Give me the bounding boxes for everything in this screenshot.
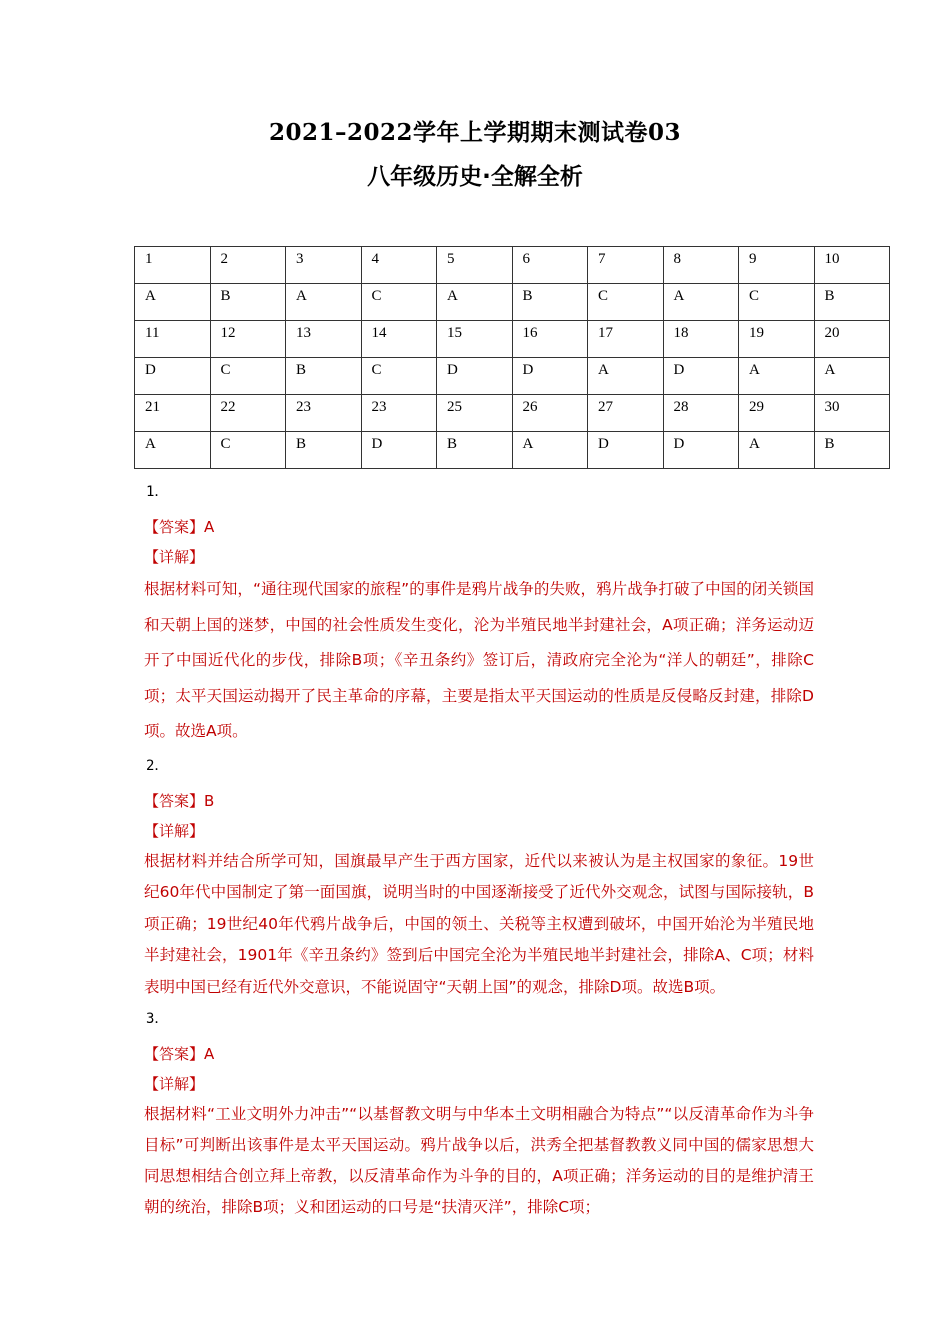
answer-cell: B [437, 432, 513, 469]
answer-cell: A [663, 284, 739, 321]
question-number-row [135, 247, 890, 284]
question-number-cell: 26 [512, 395, 588, 432]
document-subtitle: 八年级历史·全解全析 [367, 164, 583, 190]
question-number-cell: 27 [588, 395, 664, 432]
question-number-row [135, 395, 890, 432]
detail-label: 【详解】 [144, 1075, 205, 1093]
explanations [144, 482, 814, 1229]
answer-cell: D [663, 432, 739, 469]
question-number: 3． [146, 1011, 169, 1027]
answer-row [135, 432, 890, 469]
question-number-cell: 23 [286, 395, 362, 432]
question-number-cell: 13 [286, 321, 362, 358]
answer-cell: B [814, 284, 890, 321]
answer-cell: A [739, 358, 815, 395]
question-number-cell: 5 [437, 247, 513, 284]
question-number-cell: 29 [739, 395, 815, 432]
question-number-cell: 18 [663, 321, 739, 358]
answer-cell: C [210, 358, 286, 395]
question-number-cell: 1 [135, 247, 211, 284]
question-number-cell: 6 [512, 247, 588, 284]
question-number-cell: 17 [588, 321, 664, 358]
answer-cell: B [286, 358, 362, 395]
question-number-cell: 23 [361, 395, 437, 432]
answer-row [135, 358, 890, 395]
question-number-cell: 11 [135, 321, 211, 358]
question-number: 1． [146, 484, 169, 500]
question-number: 2． [146, 757, 169, 774]
question-number-cell: 25 [437, 395, 513, 432]
answer-cell: C [588, 284, 664, 321]
question-number-cell: 22 [210, 395, 286, 432]
answer-cell: B [814, 432, 890, 469]
answer-cell: A [739, 432, 815, 469]
question-1 [144, 482, 814, 750]
question-number-cell: 30 [814, 395, 890, 432]
answer-cell: A [135, 284, 211, 321]
question-number-cell: 4 [361, 247, 437, 284]
question-number-cell: 3 [286, 247, 362, 284]
answer-cell: A [437, 284, 513, 321]
answer-cell: B [210, 284, 286, 321]
answer-cell: D [135, 358, 211, 395]
detail-text: 根据材料“工业文明外力冲击”“以基督教文明与中华本土文明相融合为特点”“以反清革命作为斗争目标”可判断出该事件是太平天国运动。鸦片战争以后，洪秀全把基督教教义同中国的儒家思想大同思想相结合创立拜上帝教，以反清革命作为斗争的目的，A项正确；洋务运动的目的是维护清王朝的统治，排除B项；义和团运动的口号是“扶清灭洋”，排除C项； [144, 1105, 814, 1216]
question-number-cell: 16 [512, 321, 588, 358]
answer-label: 【答案】B [144, 791, 215, 810]
question-number-row [135, 321, 890, 358]
answer-label: 【答案】A [144, 518, 215, 536]
answer-cell: C [361, 284, 437, 321]
detail-text: 根据材料并结合所学可知，国旗最早产生于西方国家，近代以来被认为是主权国家的象征。19世纪60年代中国制定了第一面国旗，说明当时的中国逐渐接受了近代外交观念，试图与国际接轨，B项正确；19世纪40年代鸦片战争后，中国的领土、关税等主权遭到破坏，中国开始沦为半殖民地半封建社会，1901年《辛丑条约》签到后中国完全沦为半殖民地半封建社会，排除A、C项；材料表明中国已经有近代外交意识，不能说固守“天朝上国”的观念，排除D项。故选B项。 [144, 851, 814, 996]
question-number-cell: 15 [437, 321, 513, 358]
answer-cell: D [663, 358, 739, 395]
answer-cell: D [512, 358, 588, 395]
answer-label: 【答案】A [144, 1045, 215, 1063]
answer-cell: C [210, 432, 286, 469]
detail-label: 【详解】 [144, 821, 205, 840]
question-number-cell: 8 [663, 247, 739, 284]
question-3 [144, 1009, 814, 1223]
answer-cell: A [588, 358, 664, 395]
document-title: 2021–2022学年上学期期末测试卷03 [268, 119, 682, 146]
answer-cell: C [361, 358, 437, 395]
question-number-cell: 10 [814, 247, 890, 284]
answer-cell: C [739, 284, 815, 321]
question-number-cell: 20 [814, 321, 890, 358]
answer-cell: A [135, 432, 211, 469]
question-number-cell: 28 [663, 395, 739, 432]
answer-cell: A [286, 284, 362, 321]
answer-table [134, 246, 890, 469]
question-number-cell: 21 [135, 395, 211, 432]
detail-text: 根据材料可知，“通往现代国家的旅程”的事件是鸦片战争的失败，鸦片战争打破了中国的闭关锁国和天朝上国的迷梦，中国的社会性质发生变化，沦为半殖民地半封建社会，A项正确；洋务运动迈开了中国近代化的步伐，排除B项；《辛丑条约》签订后，清政府完全沦为“洋人的朝廷”，排除C项；太平天国运动揭开了民主革命的序幕，主要是指太平天国运动的性质是反侵略反封建，排除D项。故选A项。 [144, 580, 814, 740]
question-number-cell: 19 [739, 321, 815, 358]
answer-cell: D [361, 432, 437, 469]
answer-cell: D [437, 358, 513, 395]
answer-cell: D [588, 432, 664, 469]
question-number-cell: 7 [588, 247, 664, 284]
answer-cell: A [512, 432, 588, 469]
question-number-cell: 12 [210, 321, 286, 358]
detail-label: 【详解】 [144, 548, 205, 566]
answer-cell: B [286, 432, 362, 469]
question-2 [144, 756, 814, 1004]
question-number-cell: 14 [361, 321, 437, 358]
question-number-cell: 9 [739, 247, 815, 284]
question-number-cell: 2 [210, 247, 286, 284]
answer-row [135, 284, 890, 321]
answer-cell: B [512, 284, 588, 321]
answer-cell: A [814, 358, 890, 395]
